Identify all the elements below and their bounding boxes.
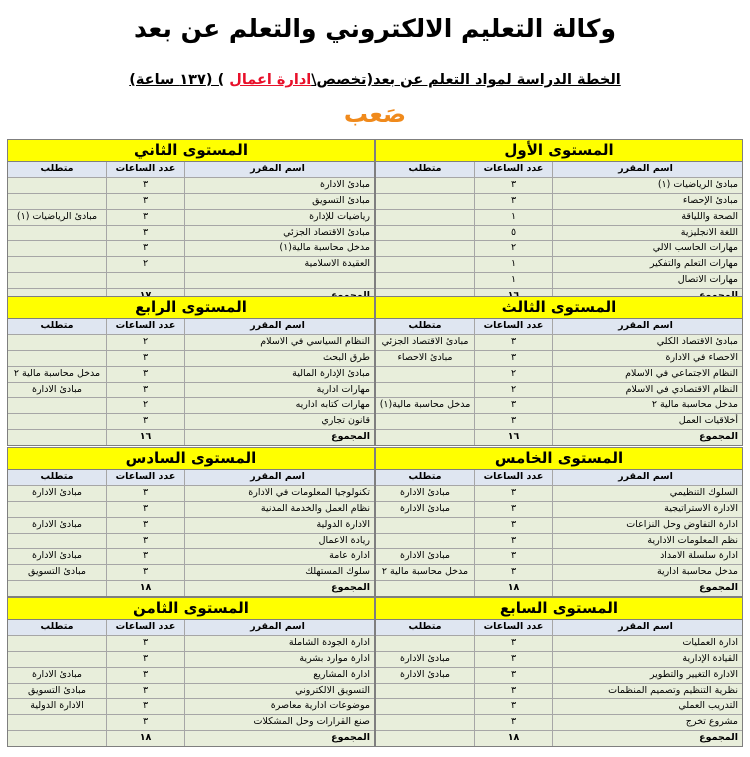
table-row (8, 383, 374, 399)
level-table (7, 447, 375, 597)
table-row (376, 699, 742, 715)
course-name-cell: الادارة التغيير والتطوير (552, 668, 742, 683)
course-name-cell: ادارة عامة (184, 549, 374, 564)
hours-cell: ٣ (474, 565, 552, 580)
level-table (375, 597, 743, 747)
prereq-cell (376, 226, 474, 241)
table-header-row (376, 470, 742, 486)
prereq-cell (376, 684, 474, 699)
hours-cell: ٣ (474, 636, 552, 651)
table-row (8, 367, 374, 383)
table-row (8, 226, 374, 242)
table-row (376, 241, 742, 257)
prereq-cell (376, 534, 474, 549)
table-header-row (8, 319, 374, 335)
level-table (7, 139, 375, 305)
hours-cell: ٣ (474, 335, 552, 350)
prereq-cell: متطلب (408, 621, 442, 632)
course-name-cell: الاحصاء في الادارة (552, 351, 742, 366)
course-name-cell: اسم المقرر (184, 319, 374, 334)
table-row (376, 398, 742, 414)
table-row (8, 351, 374, 367)
hours-cell: ٣ (474, 715, 552, 730)
table-row (376, 565, 742, 581)
prereq-cell (376, 367, 474, 382)
table-row (376, 684, 742, 700)
course-name-cell: التسويق الالكتروني (184, 684, 374, 699)
page-title: وكالة التعليم الالكتروني والتعلم عن بعد (133, 14, 617, 43)
hours-cell: ٣ (106, 715, 184, 730)
course-name-cell: طرق البحث (184, 351, 374, 366)
course-name-cell: النظام السياسي في الاسلام (184, 335, 374, 350)
hours-cell: ٣ (474, 549, 552, 564)
hours-cell: عدد الساعات (474, 162, 552, 177)
table-row (8, 194, 374, 210)
hours-cell: ٣ (474, 178, 552, 193)
major-name: ادارة اعمال (229, 72, 312, 88)
prereq-cell (8, 731, 106, 746)
hours-cell: ٣ (106, 636, 184, 651)
prereq-cell (8, 351, 106, 366)
table-header-row (8, 470, 374, 486)
course-name-cell: صنع القرارات وحل المشكلات (184, 715, 374, 730)
table-header-row (376, 319, 742, 335)
hours-cell: ٣ (106, 486, 184, 501)
hours-cell: ٣ (474, 668, 552, 683)
level-title: المستوى الأول (376, 140, 742, 162)
prereq-cell: مبادئ التسويق (28, 684, 86, 696)
course-name-cell: ريادة الاعمال (184, 534, 374, 549)
table-row (8, 178, 374, 194)
prereq-cell: مدخل محاسبة مالية ٢ (381, 566, 469, 578)
course-name-cell: التدريب العملي (552, 699, 742, 714)
hours-cell: ١٨ (106, 581, 184, 596)
hours-cell: ٣ (106, 534, 184, 549)
table-row (376, 273, 742, 289)
course-name-cell: اسم المقرر (184, 620, 374, 635)
prereq-cell (8, 414, 106, 429)
hours-cell: ٣ (106, 383, 184, 398)
table-row (376, 414, 742, 430)
course-name-cell: مهارات الحاسب الالي (552, 241, 742, 256)
table-row (376, 502, 742, 518)
hours-cell: ١ (474, 210, 552, 225)
course-name-cell: اسم المقرر (184, 162, 374, 177)
course-name-cell: ادارة العمليات (552, 636, 742, 651)
hours-cell: ٣ (106, 699, 184, 714)
course-name-cell: ادارة سلسلة الامداد (552, 549, 742, 564)
course-name-cell: المجموع (552, 430, 742, 445)
prereq-cell: مبادئ التسويق (28, 566, 86, 578)
hours-cell: ٣ (106, 668, 184, 683)
prereq-cell (8, 178, 106, 193)
prereq-cell (376, 257, 474, 272)
prereq-cell: مبادئ الاقتصاد الجزئي (381, 335, 469, 347)
hours-cell: ١٨ (474, 581, 552, 596)
course-name-cell: اللغة الانجليزية (552, 226, 742, 241)
subtitle-part2: ) (١٣٧ ساعة) (129, 72, 225, 88)
prereq-cell: متطلب (40, 471, 74, 482)
course-name-cell: القيادة الإدارية (552, 652, 742, 667)
table-row (8, 257, 374, 273)
hours-cell: ٥ (474, 226, 552, 241)
table-row (376, 257, 742, 273)
course-name-cell: المجموع (184, 430, 374, 445)
table-row (376, 534, 742, 550)
prereq-cell (8, 534, 106, 549)
prereq-cell: مبادئ الادارة (31, 668, 83, 680)
table-row (376, 210, 742, 226)
level-table (375, 447, 743, 597)
hours-cell: ١ (474, 273, 552, 288)
level-title: المستوى الثاني (8, 140, 374, 162)
table-row (8, 486, 374, 502)
prereq-cell: مبادئ الادارة (31, 550, 83, 562)
table-row (8, 534, 374, 550)
course-name-cell: الادارة الاستراتيجية (552, 502, 742, 517)
hours-cell: ٣ (106, 367, 184, 382)
prereq-cell: متطلب (40, 163, 74, 174)
hours-cell: ٣ (474, 699, 552, 714)
subtitle-part1: الخطة الدراسة لمواد التعلم عن بعد(تخصص\ (311, 72, 621, 88)
table-row (8, 652, 374, 668)
table-row (8, 398, 374, 414)
hours-cell: ٣ (106, 178, 184, 193)
prereq-cell (8, 715, 106, 730)
table-row (376, 549, 742, 565)
course-name-cell: ادارة التفاوض وحل النزاعات (552, 518, 742, 533)
prereq-cell: الادارة الدولية (30, 700, 84, 712)
hours-cell: ١٨ (106, 731, 184, 746)
hours-cell: ٢ (474, 383, 552, 398)
prereq-cell (376, 178, 474, 193)
plan-subtitle (0, 72, 750, 88)
hours-cell: ٣ (474, 518, 552, 533)
course-name-cell: موضوعات ادارية معاصرة (184, 699, 374, 714)
course-name-cell: اسم المقرر (184, 470, 374, 485)
course-name-cell: اسم المقرر (552, 162, 742, 177)
hours-cell: ٣ (474, 486, 552, 501)
course-name-cell: نظم المعلومات الادارية (552, 534, 742, 549)
table-header-row (376, 620, 742, 636)
prereq-cell: متطلب (408, 163, 442, 174)
table-header-row (376, 162, 742, 178)
prereq-cell (376, 210, 474, 225)
table-row (8, 699, 374, 715)
hours-cell: ١٦ (106, 430, 184, 445)
hours-cell: ٣ (474, 534, 552, 549)
table-row (376, 226, 742, 242)
prereq-cell (8, 636, 106, 651)
total-row (376, 430, 742, 445)
hours-cell: ٣ (474, 351, 552, 366)
course-name-cell: مبادئ الإحصاء (552, 194, 742, 209)
total-row (8, 731, 374, 746)
prereq-cell (376, 518, 474, 533)
hours-cell: ٣ (474, 414, 552, 429)
hours-cell: ٣ (106, 565, 184, 580)
prereq-cell (376, 430, 474, 445)
table-row (8, 335, 374, 351)
prereq-cell (8, 430, 106, 445)
prereq-cell (376, 241, 474, 256)
course-name-cell: مشروع تخرج (552, 715, 742, 730)
prereq-cell (376, 715, 474, 730)
prereq-cell: مبادئ الادارة (399, 502, 451, 514)
course-name-cell: مبادئ الادارة (184, 178, 374, 193)
prereq-cell: مدخل محاسبة مالية(١) (379, 399, 471, 411)
prereq-cell (8, 502, 106, 517)
prereq-cell (376, 699, 474, 714)
prereq-cell (376, 194, 474, 209)
table-row (8, 565, 374, 581)
total-row (8, 581, 374, 596)
course-name-cell: النظام الاجتماعي في الاسلام (552, 367, 742, 382)
table-header-row (8, 620, 374, 636)
prereq-cell: مبادئ الادارة (31, 486, 83, 498)
prereq-cell (8, 257, 106, 272)
course-name-cell: ادارة موارد بشرية (184, 652, 374, 667)
prereq-cell (376, 273, 474, 288)
prereq-cell (8, 194, 106, 209)
hours-cell: ٢ (106, 257, 184, 272)
level-table (7, 296, 375, 446)
hours-cell: ٣ (106, 549, 184, 564)
hours-cell: ٣ (106, 226, 184, 241)
table-row (376, 715, 742, 731)
course-name-cell: السلوك التنظيمي (552, 486, 742, 501)
hours-cell: ٣ (106, 652, 184, 667)
prereq-cell: مبادئ الادارة (399, 652, 451, 664)
hours-cell (106, 273, 184, 288)
hours-cell: ٣ (106, 351, 184, 366)
hours-cell: ٣ (106, 210, 184, 225)
hours-cell: ١٨ (474, 731, 552, 746)
course-name-cell: ادارة المشاريع (184, 668, 374, 683)
course-name-cell: الادارة الدولية (184, 518, 374, 533)
table-row (376, 518, 742, 534)
hours-cell: ٢ (474, 241, 552, 256)
course-name-cell: اسم المقرر (552, 319, 742, 334)
table-row (8, 241, 374, 257)
prereq-cell (8, 581, 106, 596)
hours-cell: ٢ (474, 367, 552, 382)
hours-cell: ١٦ (474, 430, 552, 445)
hours-cell: عدد الساعات (106, 162, 184, 177)
hours-cell: ٣ (474, 194, 552, 209)
course-name-cell: اسم المقرر (552, 620, 742, 635)
course-name-cell: سلوك المستهلك (184, 565, 374, 580)
table-row (8, 273, 374, 289)
table-row (376, 367, 742, 383)
table-row (8, 684, 374, 700)
hours-cell: عدد الساعات (106, 319, 184, 334)
table-row (8, 210, 374, 226)
prereq-cell: مبادئ الادارة (399, 550, 451, 562)
hours-cell: ٣ (106, 518, 184, 533)
total-row (8, 430, 374, 445)
level-title: المستوى السادس (8, 448, 374, 470)
hours-cell: ٣ (106, 684, 184, 699)
course-name-cell: النظام الاقتصادي في الاسلام (552, 383, 742, 398)
prereq-cell (376, 383, 474, 398)
level-table (375, 139, 743, 305)
table-row (376, 636, 742, 652)
prereq-cell (8, 335, 106, 350)
hours-cell: ٣ (106, 194, 184, 209)
hours-cell: ٣ (474, 684, 552, 699)
level-table (375, 296, 743, 446)
level-title: المستوى الثامن (8, 598, 374, 620)
hours-cell: ٣ (106, 241, 184, 256)
table-row (8, 549, 374, 565)
level-title: المستوى الرابع (8, 297, 374, 319)
hours-cell: ٣ (474, 502, 552, 517)
table-row (8, 668, 374, 684)
hours-cell: عدد الساعات (474, 319, 552, 334)
course-name-cell: تكنولوجيا المعلومات في الادارة (184, 486, 374, 501)
course-name-cell: المجموع (184, 581, 374, 596)
table-row (376, 194, 742, 210)
prereq-cell (376, 581, 474, 596)
prereq-cell: مبادئ الرياضيات (١) (16, 210, 98, 222)
prereq-cell: متطلب (408, 320, 442, 331)
prereq-cell (8, 398, 106, 413)
prereq-cell: متطلب (40, 320, 74, 331)
total-row (376, 731, 742, 746)
table-header-row (8, 162, 374, 178)
course-name-cell: مهارات الاتصال (552, 273, 742, 288)
course-name-cell: ادارة الجودة الشاملة (184, 636, 374, 651)
prereq-cell (8, 226, 106, 241)
prereq-cell: مدخل محاسبة مالية ٢ (13, 367, 101, 379)
level-table (7, 597, 375, 747)
hours-cell: عدد الساعات (106, 470, 184, 485)
course-name-cell: قانون تجاري (184, 414, 374, 429)
course-name-cell: نظرية التنظيم وتصميم المنظمات (552, 684, 742, 699)
course-name-cell: مدخل محاسبة مالية ٢ (552, 398, 742, 413)
course-name-cell: مدخل محاسبة مالية(١) (184, 241, 374, 256)
prereq-cell (8, 652, 106, 667)
prereq-cell: متطلب (408, 471, 442, 482)
course-name-cell: المجموع (184, 731, 374, 746)
course-name-cell: مبادئ الإدارة المالية (184, 367, 374, 382)
table-row (8, 636, 374, 652)
course-name-cell: مهارات كتابه اداريه (184, 398, 374, 413)
course-name-cell: مدخل محاسبة ادارية (552, 565, 742, 580)
prereq-cell: مبادئ الاحصاء (397, 351, 453, 363)
table-row (376, 351, 742, 367)
hours-cell: ٣ (106, 502, 184, 517)
course-name-cell: المجموع (552, 731, 742, 746)
course-name-cell: الصحة واللياقة (552, 210, 742, 225)
hours-cell: ٣ (106, 414, 184, 429)
total-row (376, 581, 742, 596)
table-row (376, 335, 742, 351)
course-name-cell: مبادئ الاقتصاد الجزئي (184, 226, 374, 241)
prereq-cell: متطلب (40, 621, 74, 632)
course-name-cell: أخلاقيات العمل (552, 414, 742, 429)
hours-cell: عدد الساعات (106, 620, 184, 635)
prereq-cell: مبادئ الادارة (31, 518, 83, 530)
prereq-cell (8, 273, 106, 288)
prereq-cell: مبادئ الادارة (399, 668, 451, 680)
prereq-cell: مبادئ الادارة (399, 486, 451, 498)
course-name-cell: مهارات ادارية (184, 383, 374, 398)
table-row (376, 178, 742, 194)
table-row (376, 668, 742, 684)
level-title: المستوى الثالث (376, 297, 742, 319)
course-name-cell: مبادئ الاقتصاد الكلي (552, 335, 742, 350)
table-row (8, 502, 374, 518)
prereq-cell (376, 414, 474, 429)
hours-cell: ٣ (474, 398, 552, 413)
course-name-cell: مبادئ التسويق (184, 194, 374, 209)
course-name-cell: اسم المقرر (552, 470, 742, 485)
prereq-cell (376, 636, 474, 651)
course-name-cell: مبادئ الرياضيات (١) (552, 178, 742, 193)
table-row (8, 518, 374, 534)
prereq-cell (376, 731, 474, 746)
course-name-cell: المجموع (552, 581, 742, 596)
hours-cell: ٣ (474, 652, 552, 667)
difficulty-label: صَعب (343, 100, 407, 128)
hours-cell: عدد الساعات (474, 620, 552, 635)
hours-cell: ٢ (106, 398, 184, 413)
course-name-cell: العقيدة الاسلامية (184, 257, 374, 272)
table-row (8, 414, 374, 430)
prereq-cell: مبادئ الادارة (31, 383, 83, 395)
course-name-cell: رياضيات للإدارة (184, 210, 374, 225)
table-row (376, 652, 742, 668)
prereq-cell (8, 241, 106, 256)
course-name-cell: نظام العمل والخدمة المدنية (184, 502, 374, 517)
hours-cell: ١ (474, 257, 552, 272)
table-row (376, 383, 742, 399)
course-name-cell: مهارات التعلم والتفكير (552, 257, 742, 272)
hours-cell: عدد الساعات (474, 470, 552, 485)
table-row (8, 715, 374, 731)
course-name-cell (184, 273, 374, 288)
hours-cell: ٢ (106, 335, 184, 350)
level-title: المستوى السابع (376, 598, 742, 620)
level-title: المستوى الخامس (376, 448, 742, 470)
table-row (376, 486, 742, 502)
